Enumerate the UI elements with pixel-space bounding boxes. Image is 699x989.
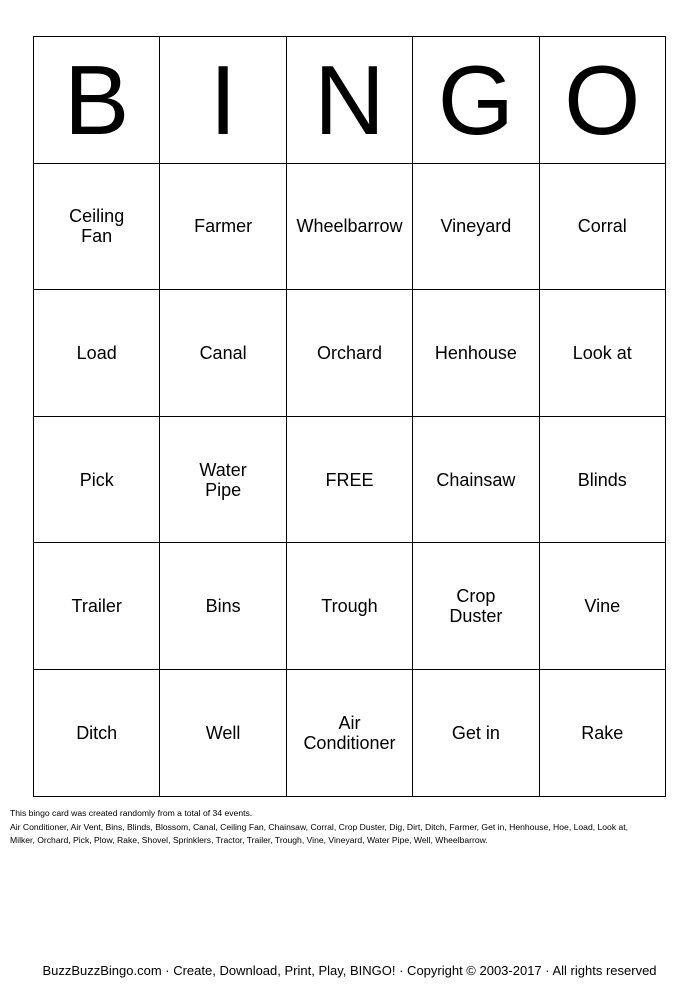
- header-letter-b: B: [34, 37, 160, 164]
- cell-line: Orchard: [316, 342, 382, 363]
- bingo-cell: [34, 543, 160, 670]
- cell-line: Water: [199, 459, 247, 480]
- card-row-1: [34, 163, 666, 290]
- cell-line: Get in: [451, 722, 500, 743]
- bingo-cell: [160, 669, 286, 796]
- cell-line: Well: [205, 722, 241, 743]
- site-footer: BuzzBuzzBingo.com · Create, Download, Print, Play, BINGO! · Copyright © 2003-2017 · All rights reserved: [42, 963, 657, 978]
- card-row-2: [34, 290, 666, 417]
- free-cell: [286, 416, 412, 543]
- bingo-cell: [539, 163, 665, 290]
- cell-line: Corral: [577, 216, 627, 237]
- bingo-cell: [34, 163, 160, 290]
- bingo-card: [33, 36, 666, 797]
- cell-line: Air: [338, 712, 361, 733]
- header-letter-o: O: [539, 37, 665, 164]
- footnote-events-line-2: Milker, Orchard, Pick, Plow, Rake, Shovel, Sprinklers, Tractor, Trailer, Trough, Vine, Vineyard, Water Pipe, Well, Wheelbarrow.: [10, 835, 488, 845]
- cell-line: Fan: [81, 226, 113, 247]
- header-row: [34, 37, 666, 164]
- bingo-cell: [286, 669, 412, 796]
- bingo-cell: [413, 163, 539, 290]
- bingo-cell: [413, 290, 539, 417]
- cell-line: Rake: [581, 722, 624, 743]
- bingo-cell: [539, 669, 665, 796]
- card-row-3: [34, 416, 666, 543]
- bingo-cell: [413, 669, 539, 796]
- bingo-cell: [160, 163, 286, 290]
- event-footnote: [10, 807, 692, 848]
- cell-line: Ceiling: [69, 206, 125, 227]
- bingo-cell: [34, 669, 160, 796]
- footnote-summary: This bingo card was created randomly from a total of 34 events.: [10, 808, 253, 818]
- bingo-cell: [413, 543, 539, 670]
- bingo-cell: [539, 543, 665, 670]
- bingo-cell: [286, 163, 412, 290]
- footnote-events-line-1: Air Conditioner, Air Vent, Bins, Blinds, Blossom, Canal, Ceiling Fan, Chainsaw, Corral, Crop Duster, Dig, Dirt, Ditch, Farmer, Get in, Henhouse, Hoe, Load, Look at,: [10, 821, 629, 832]
- bingo-cell: [539, 416, 665, 543]
- bingo-cell: [413, 416, 539, 543]
- bingo-cell: [160, 290, 286, 417]
- cell-line: FREE: [325, 469, 374, 490]
- bingo-cell: [160, 543, 286, 670]
- cell-line: Trailer: [71, 596, 122, 617]
- cell-line: Ditch: [76, 722, 118, 743]
- cell-line: Trough: [321, 596, 378, 617]
- bingo-cell: [539, 290, 665, 417]
- bingo-cell: [34, 290, 160, 417]
- cell-line: Blinds: [577, 469, 627, 490]
- bingo-cell: [34, 416, 160, 543]
- cell-line: Canal: [199, 342, 247, 363]
- cell-line: Chainsaw: [436, 469, 516, 490]
- cell-line: Conditioner: [303, 732, 396, 753]
- cell-line: Wheelbarrow: [296, 216, 403, 237]
- cell-line: Vineyard: [440, 216, 512, 237]
- cell-line: Duster: [449, 606, 503, 627]
- bingo-cell: [286, 290, 412, 417]
- cell-line: Pick: [79, 469, 114, 490]
- bingo-cell: [286, 543, 412, 670]
- cell-line: Crop: [456, 586, 496, 607]
- cell-line: Bins: [205, 596, 241, 617]
- cell-line: Vine: [584, 596, 621, 617]
- card-row-4: [34, 543, 666, 670]
- header-letter-g: G: [413, 37, 539, 164]
- cell-line: Henhouse: [434, 342, 517, 363]
- cell-line: Pipe: [205, 479, 242, 500]
- card-row-5: [34, 669, 666, 796]
- header-letter-n: N: [286, 37, 412, 164]
- cell-line: Farmer: [194, 216, 253, 237]
- bingo-cell: [160, 416, 286, 543]
- header-letter-i: I: [160, 37, 286, 164]
- cell-line: Look at: [572, 342, 632, 363]
- cell-line: Load: [76, 342, 117, 363]
